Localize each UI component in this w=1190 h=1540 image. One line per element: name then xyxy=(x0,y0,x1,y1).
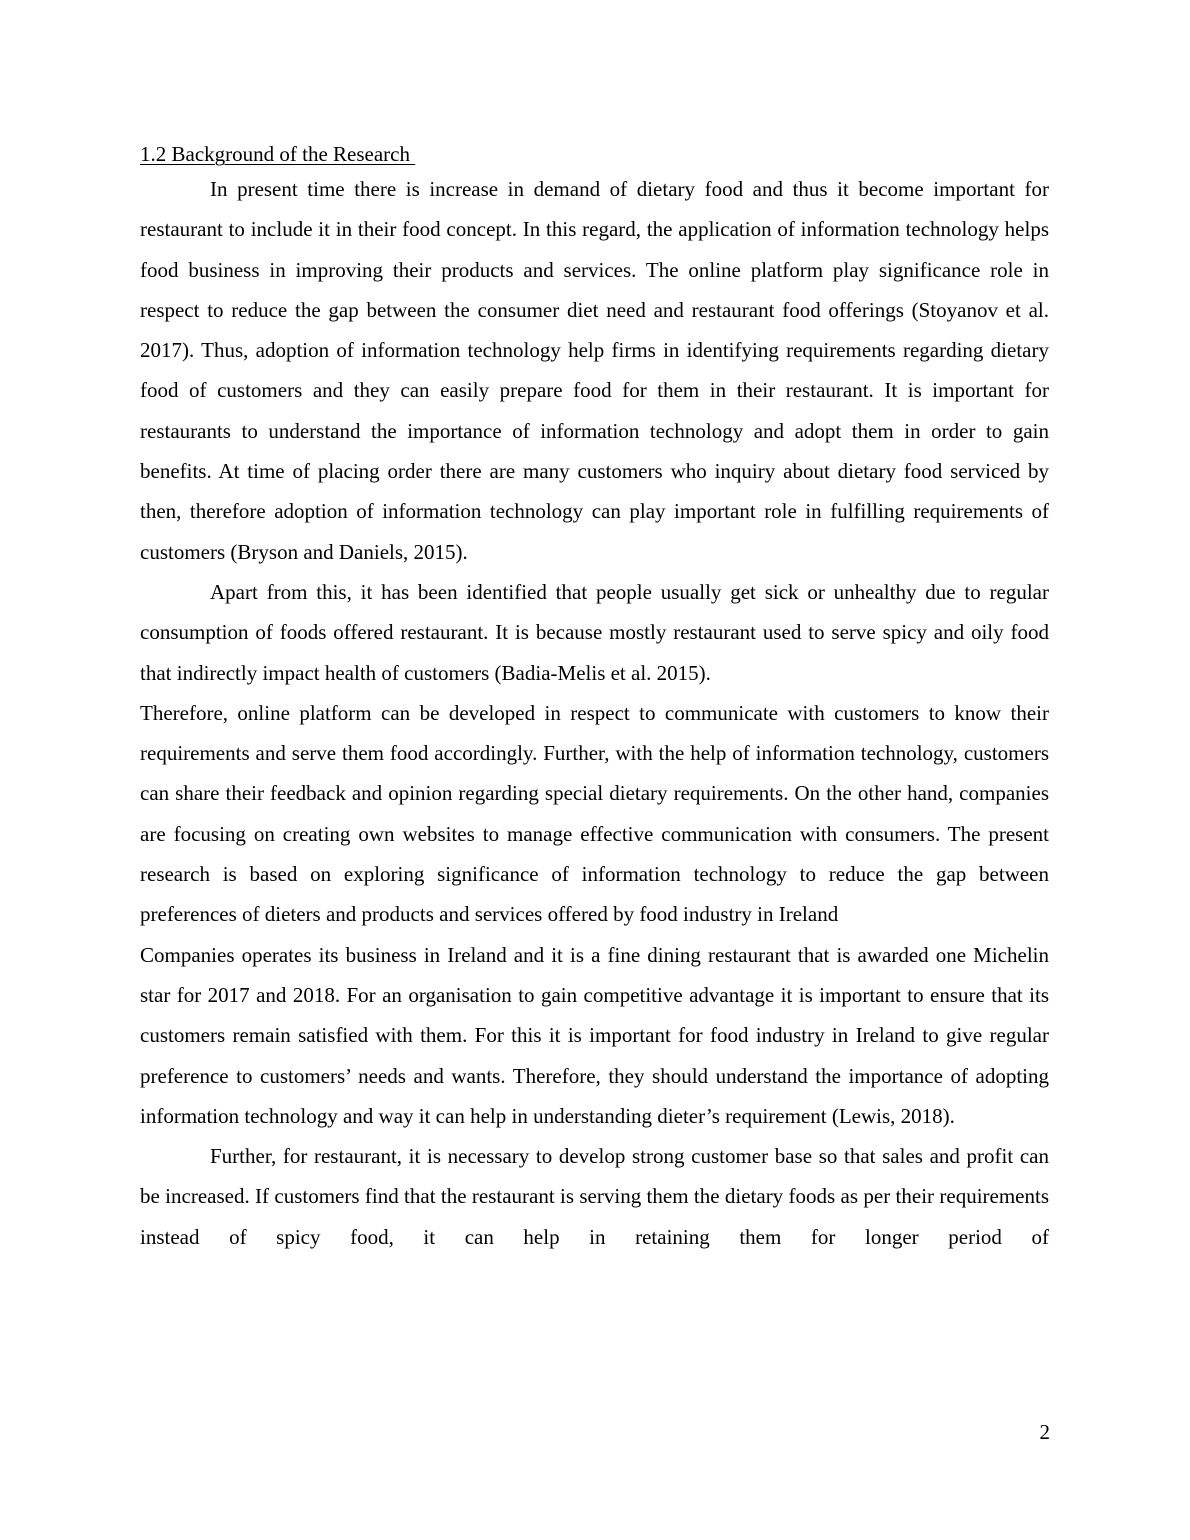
paragraph-3: Therefore, online platform can be developed in respect to communicate with customers to know their requirements and serve them food accordingly. Further, with the help of information technology, customers can share their feedback and opinion regarding special dietary requirements. On the other hand, companies are focusing on creating own websites to manage effective communication with consumers. The present research is based on exploring significance of information technology to reduce the gap between preferences of dieters and products and services offered by food industry in Ireland xyxy=(140,700,1049,927)
paragraph-1: In present time there is increase in demand of dietary food and thus it become important for restaurant to include it in their food concept. In this regard, the application of information technology helps food business in improving their products and services. The online platform play significance role in respect to reduce the gap between the consumer diet need and restaurant food offerings (Stoyanov et al. 2017). Thus, adoption of information technology help firms in identifying requirements regarding dietary food of customers and they can easily prepare food for them in their restaurant. It is important for restaurants to understand the importance of information technology and adopt them in order to gain benefits. At time of placing order there are many customers who inquiry about dietary food serviced by then, therefore adoption of information technology can play important role in fulfilling requirements of customers (Bryson and Daniels, 2015). xyxy=(140,177,1049,564)
page-number: 2 xyxy=(1039,1420,1050,1444)
paragraph-5: Further, for restaurant, it is necessary to develop strong customer base so that sales and profit can be increased. If customers find that the restaurant is serving them the dietary foods as per their requirements instead of spicy food, it can help in retaining them for longer period of xyxy=(140,1144,1049,1249)
paragraph-2: Apart from this, it has been identified that people usually get sick or unhealthy due to regular consumption of foods offered restaurant. It is because mostly restaurant used to serve spicy and oily food that indirectly impact health of customers (Badia-Melis et al. 2015). xyxy=(140,579,1049,685)
page-content xyxy=(140,139,1049,1257)
paragraph-4: Companies operates its business in Ireland and it is a fine dining restaurant that is awarded one Michelin star for 2017 and 2018. For an organisation to gain competitive advantage it is important to ensure that its customers remain satisfied with them. For this it is important for food industry in Ireland to give regular preference to customers’ needs and wants. Therefore, they should understand the importance of adopting information technology and way it can help in understanding dieter’s requirement (Lewis, 2018). xyxy=(140,942,1049,1128)
section-heading: 1.2 Background of the Research xyxy=(140,142,416,166)
